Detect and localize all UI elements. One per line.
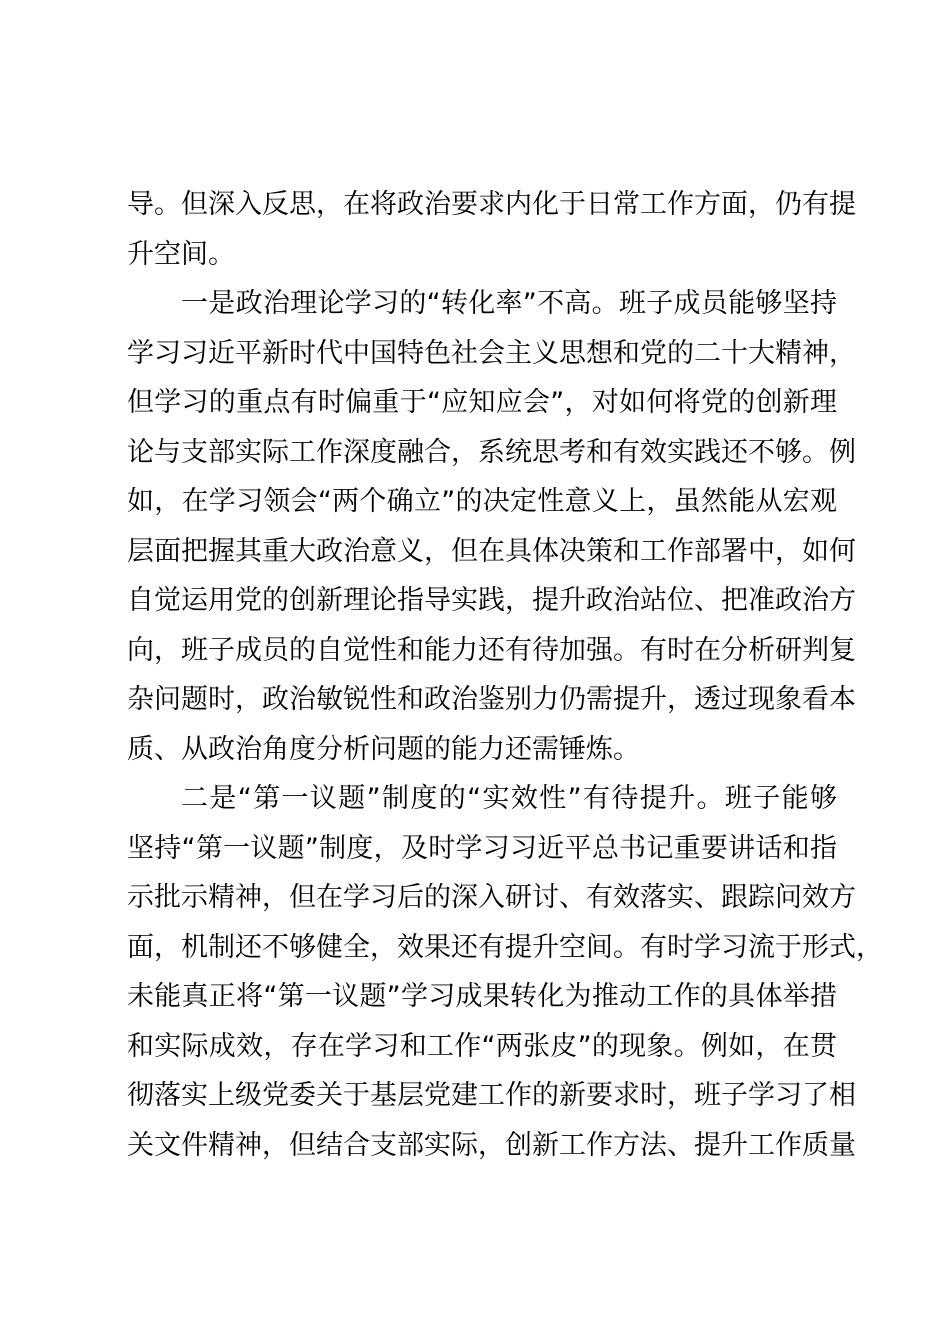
text-line: 升空间。 — [127, 238, 235, 270]
text-line: 二是“第一议题”制度的“实效性”有待提升。班子能够 — [181, 783, 837, 814]
text-line: 杂问题时，政治敏锐性和政治鉴别力仍需提升，透过现象看本 — [127, 684, 856, 715]
document-body — [127, 180, 883, 1170]
text-line: 面，机制还不够健全，效果还有提升空间。有时学习流于形式， — [127, 931, 883, 963]
text-line: 论与支部实际工作深度融合，系统思考和有效实践还不够。例 — [127, 436, 856, 468]
text-line: 彻落实上级党委关于基层党建工作的新要求时，班子学习了相 — [127, 1080, 856, 1111]
text-line: 学习习近平新时代中国特色社会主义思想和党的二十大精神， — [127, 337, 856, 369]
text-line: 质、从政治角度分析问题的能力还需锤炼。 — [127, 733, 640, 765]
text-line: 和实际成效，存在学习和工作“两张皮”的现象。例如，在贯 — [127, 1030, 837, 1062]
text-line: 关文件精神，但结合支部实际，创新工作方法、提升工作质量 — [127, 1129, 856, 1161]
text-line: 但学习的重点有时偏重于“应知应会”，对如何将党的创新理 — [127, 387, 837, 418]
paragraph-point-one — [127, 279, 856, 774]
text-line: 如，在学习领会“两个确立”的决定性意义上，虽然能从宏观 — [127, 486, 837, 517]
text-line: 未能真正将“第一议题”学习成果转化为推动工作的具体举措 — [127, 981, 837, 1012]
text-line: 示批示精神，但在学习后的深入研讨、有效落实、跟踪问效方 — [127, 882, 856, 913]
paragraph-point-two — [127, 774, 883, 1170]
text-line: 导。但深入反思，在将政治要求内化于日常工作方面，仍有提 — [127, 189, 856, 220]
text-line: 坚持“第一议题”制度，及时学习习近平总书记重要讲话和指 — [127, 832, 837, 864]
text-line: 向，班子成员的自觉性和能力还有待加强。有时在分析研判复 — [127, 634, 856, 666]
text-line: 自觉运用党的创新理论指导实践，提升政治站位、把准政治方 — [127, 585, 856, 616]
paragraph-intro — [127, 180, 856, 279]
text-line: 层面把握其重大政治意义，但在具体决策和工作部署中，如何 — [127, 535, 856, 567]
text-line: 一是政治理论学习的“转化率”不高。班子成员能够坚持 — [181, 288, 837, 319]
